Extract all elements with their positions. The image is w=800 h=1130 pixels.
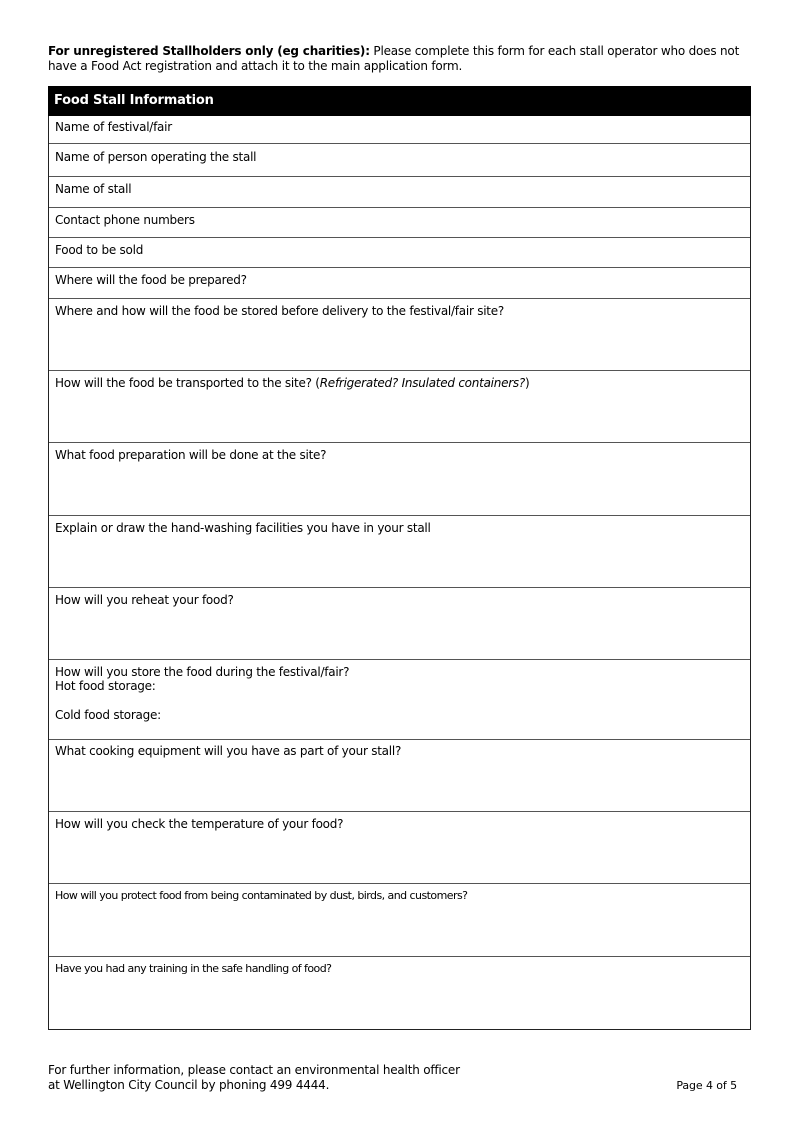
intro-bold: For unregistered Stallholders only (eg charities): [48,44,370,58]
footer-line-2: at Wellington City Council by phoning 499 4444. [48,1077,330,1092]
field-contact-phone[interactable] [49,208,750,238]
field-transport[interactable] [49,371,750,443]
intro-text [48,44,748,74]
food-stall-form [48,86,751,1030]
hot-food-storage-label: Hot food storage: [55,679,156,693]
field-stall-name[interactable] [49,177,750,208]
field-label: Name of stall [55,182,132,196]
field-label: Contact phone numbers [55,213,195,227]
cold-food-storage-label: Cold food storage: [55,708,161,722]
field-operator-name[interactable] [49,144,750,177]
field-food-safety-training[interactable] [49,957,750,1029]
field-label: What food preparation will be done at the site? [55,448,327,462]
field-label: How will you reheat your food? [55,593,234,607]
field-label: How will the food be transported to the site? (Refrigerated? Insulated containers?) [55,376,530,390]
field-contamination-protection[interactable] [49,884,750,957]
field-cooking-equipment[interactable] [49,740,750,812]
field-food-sold[interactable] [49,238,750,268]
field-label: Where will the food be prepared? [55,273,247,287]
field-onsite-prep[interactable] [49,443,750,516]
page-number: Page 4 of 5 [676,1079,737,1092]
field-label: How will you check the temperature of your food? [55,817,344,831]
footer-line-1: For further information, please contact an environmental health officer [48,1063,460,1077]
field-label-italic: Refrigerated? Insulated containers? [319,376,526,390]
field-label: What cooking equipment will you have as part of your stall? [55,744,402,758]
field-label: Name of person operating the stall [55,150,257,164]
field-festival-name[interactable] [49,116,750,144]
field-label: How will you store the food during the festival/fair? [55,665,350,679]
field-prep-location[interactable] [49,268,750,299]
intro-body: Please complete this form for each stall operator who does not have a Food Act registration and attach it to the main application form. [48,44,740,73]
field-label: Food to be sold [55,243,144,257]
form-title: Food Stall Information [48,86,751,116]
field-reheat[interactable] [49,588,750,660]
field-temperature-check[interactable] [49,812,750,884]
field-label: Explain or draw the hand-washing facilities you have in your stall [55,521,431,535]
footer-contact [48,1063,460,1092]
field-handwashing[interactable] [49,516,750,588]
field-storage-before-delivery[interactable] [49,299,750,371]
field-label: Where and how will the food be stored before delivery to the festival/fair site? [55,304,505,318]
field-label: Have you had any training in the safe handling of food? [55,962,332,975]
field-label: How will you protect food from being contaminated by dust, birds, and customers? [55,889,468,902]
field-storage-during-event[interactable] [49,660,750,740]
field-label: Name of festival/fair [55,120,172,134]
